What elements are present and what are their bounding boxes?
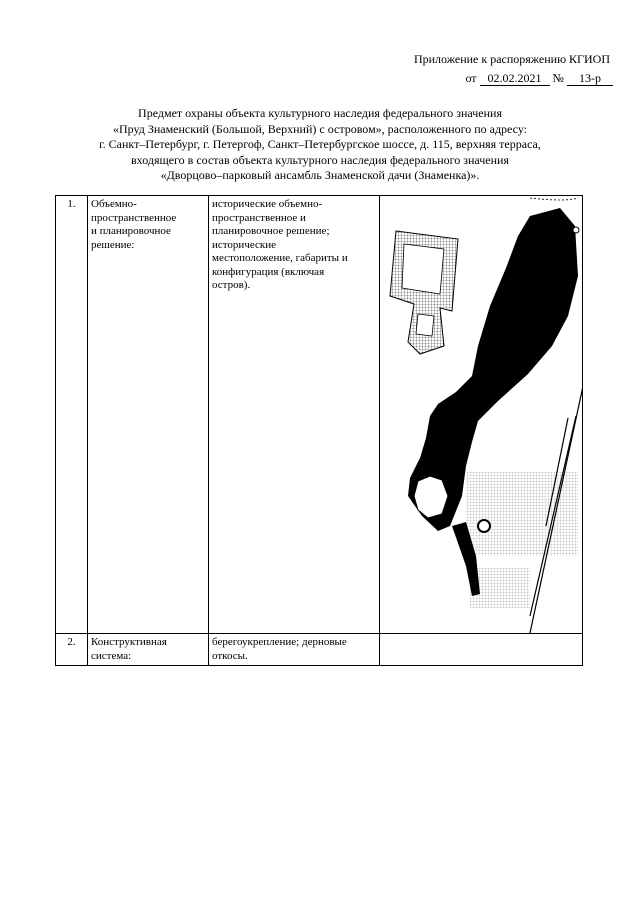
building-outline [390, 231, 458, 354]
row-desc-line: исторические [212, 238, 277, 251]
row-desc-line: откосы. [212, 649, 248, 662]
row-desc-line: остров). [212, 279, 251, 291]
row-desc-line: местоположение, габариты и [212, 252, 348, 264]
row-desc-line: планировочное решение; [212, 225, 330, 237]
boundary-line [530, 198, 578, 200]
row-desc-line: исторические объемно- [212, 198, 323, 210]
title-line: «Дворцово–парковый ансамбль Знаменской дачи (Знаменка)». [160, 168, 480, 182]
order-number: 13-р [567, 72, 613, 86]
protection-table [55, 195, 583, 666]
document-title [60, 106, 580, 184]
title-line: Предмет охраны объекта культурного наследия федерального значения [138, 106, 502, 120]
row-name-line: система: [91, 649, 132, 662]
row-name-line: пространственное [91, 211, 177, 224]
site-plan-cell [380, 196, 583, 634]
title-line: «Пруд Знаменский (Большой, Верхний) с островом», расположенного по адресу: [112, 121, 528, 136]
title-line: г. Санкт–Петербург, г. Петергоф, Санкт–Петербургское шоссе, д. 115, верхняя терраса, [99, 137, 541, 151]
site-plan-map [380, 196, 583, 633]
row-number: 1. [56, 196, 88, 634]
row-number: 2. [56, 634, 88, 666]
row-name-line: решение: [91, 238, 135, 251]
row-desc-line: пространственное и [212, 211, 306, 224]
row-name [88, 634, 209, 666]
hatched-area [466, 472, 578, 556]
row-desc-line: конфигурация (включая [212, 265, 325, 278]
from-label: от [465, 71, 477, 85]
number-label: № [552, 71, 564, 85]
round-feature [478, 520, 490, 532]
marker-dot [573, 227, 579, 233]
row-name [88, 196, 209, 634]
row-description [209, 634, 380, 666]
empty-cell [380, 634, 583, 666]
annex-line: Приложение к распоряжению КГИОП [413, 52, 610, 66]
row-desc-line: берегоукрепление; дерновые [212, 636, 347, 648]
row-description [209, 196, 380, 634]
row-name-line: и планировочное [91, 225, 171, 237]
table-row [56, 634, 583, 666]
table-row [56, 196, 583, 634]
order-date: 02.02.2021 [480, 72, 550, 86]
title-line: входящего в состав объекта культурного наследия федерального значения [131, 152, 509, 167]
row-name-line: Объемно- [91, 198, 137, 210]
order-reference [465, 71, 613, 86]
row-name-line: Конструктивная [91, 636, 167, 648]
